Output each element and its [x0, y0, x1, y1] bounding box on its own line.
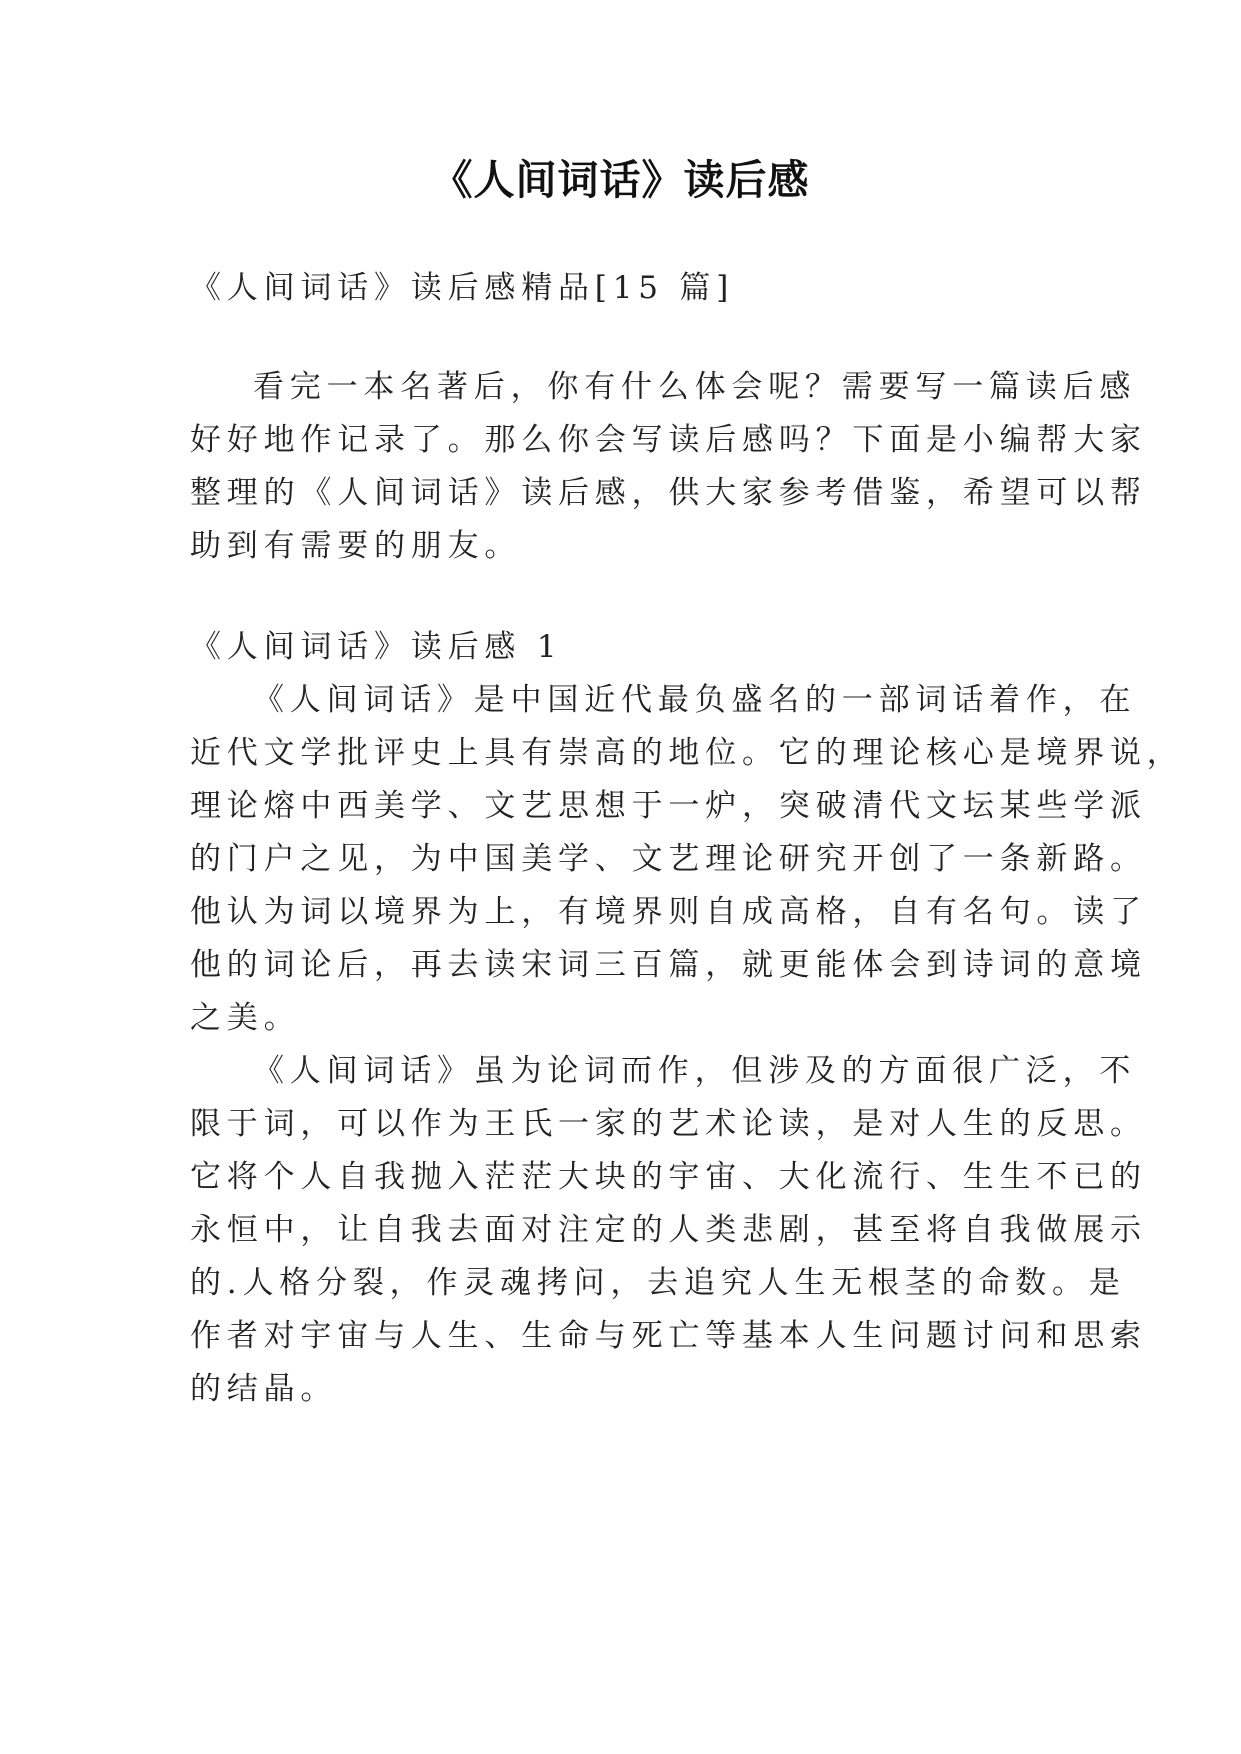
paragraph-line: 他的词论后，再去读宋词三百篇，就更能体会到诗词的意境	[190, 947, 1147, 983]
intro-line: 助到有需要的朋友。	[190, 528, 522, 564]
paragraph-line: 的门户之见，为中国美学、文艺理论研究开创了一条新路。	[190, 841, 1147, 877]
document-subtitle: 《人间词话》读后感精品[15 篇]	[190, 270, 735, 306]
paragraph-line: 近代文学批评史上具有崇高的地位。它的理论核心是境界说，	[190, 735, 1184, 771]
section-heading: 《人间词话》读后感 1	[190, 629, 563, 665]
paragraph-line: 他认为词以境界为上，有境界则自成高格，自有名句。读了	[190, 894, 1147, 930]
paragraph-line: 的结晶。	[190, 1371, 338, 1407]
intro-line: 好好地作记录了。那么你会写读后感吗？下面是小编帮大家	[190, 422, 1147, 458]
paragraph-line: 永恒中，让自我去面对注定的人类悲剧，甚至将自我做展示	[190, 1212, 1147, 1248]
paragraph-line: 它将个人自我抛入茫茫大块的宇宙、大化流行、生生不已的	[190, 1159, 1147, 1195]
paragraph-line: 之美。	[190, 1000, 301, 1036]
paragraph-line: 的.人格分裂，作灵魂拷问，去追究人生无根茎的命数。是	[190, 1265, 1126, 1301]
paragraph-line: 限于词，可以作为王氏一家的艺术论读，是对人生的反思。	[190, 1106, 1147, 1142]
document-title: 《人间词话》读后感	[431, 156, 810, 204]
paragraph-line: 《人间词话》虽为论词而作，但涉及的方面很广泛，不	[253, 1053, 1137, 1089]
intro-line: 整理的《人间词话》读后感，供大家参考借鉴，希望可以帮	[190, 475, 1147, 511]
paragraph-line: 《人间词话》是中国近代最负盛名的一部词话着作，在	[253, 682, 1137, 718]
intro-line: 看完一本名著后，你有什么体会呢？需要写一篇读后感	[253, 369, 1137, 405]
paragraph-line: 理论熔中西美学、文艺思想于一炉，突破清代文坛某些学派	[190, 788, 1147, 824]
paragraph-line: 作者对宇宙与人生、生命与死亡等基本人生问题讨问和思索	[190, 1318, 1147, 1354]
